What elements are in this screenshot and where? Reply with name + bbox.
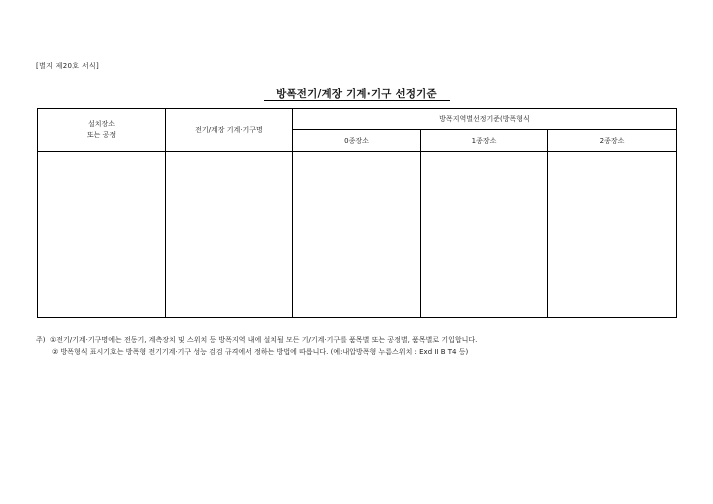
selection-criteria-table [37, 108, 677, 318]
header-zone-criteria: 방폭지역별선정기준(방폭형식 [293, 109, 677, 130]
header-equipment-name: 전기/계장 기계·기구명 [166, 109, 293, 152]
header-location-line1: 설치장소 [87, 120, 116, 128]
header-zone-1: 1종장소 [421, 130, 548, 152]
form-number-label: [별지 제20호 서식] [36, 62, 99, 70]
footnotes [36, 334, 477, 358]
document-title: 방폭전기/계장 기계·기구 선정기준 [276, 88, 437, 100]
table-header-row [38, 109, 677, 130]
footnote-2-text: ② 방폭형식 표시기호는 방폭형 전기기계·기구 성능 검검 규격에서 정하는 방법에 따릅니다. (예:내압방폭형 누름스위치 : Exd II B T4 등) [52, 348, 469, 356]
header-zone-2: 2종장소 [548, 130, 677, 152]
footnote-2 [36, 346, 477, 358]
footnote-1 [36, 334, 477, 346]
cell-equipment[interactable] [166, 152, 293, 318]
header-zone-0: 0종장소 [293, 130, 421, 152]
footnote-1-text: ①전기/기계·기구명에는 전동기, 계측장치 및 스위치 등 방폭지역 내에 설치될 모든 기/기계·기구를 품목별 또는 공정별, 품목별로 기입합니다. [50, 336, 478, 344]
cell-zone-1[interactable] [421, 152, 548, 318]
title-underline [264, 100, 450, 101]
cell-location[interactable] [38, 152, 166, 318]
footnote-prefix: 주) [36, 336, 46, 344]
header-installation-location [38, 109, 166, 152]
table-row [38, 152, 677, 318]
cell-zone-2[interactable] [548, 152, 677, 318]
cell-zone-0[interactable] [293, 152, 421, 318]
header-location-line2: 또는 공정 [86, 131, 117, 139]
